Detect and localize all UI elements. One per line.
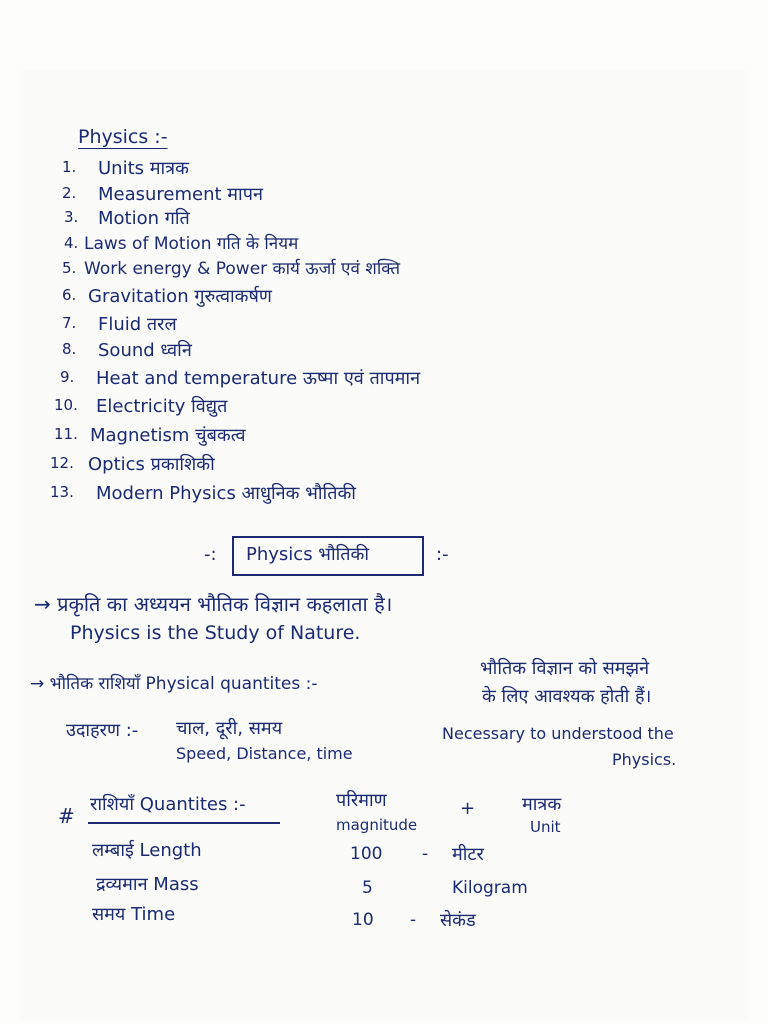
- topic-number: 13.: [50, 483, 74, 501]
- topic-item: Laws of Motion गति के नियम: [84, 234, 299, 254]
- topic-item: Electricity विद्युत: [96, 396, 228, 417]
- unit-header-english: Unit: [530, 818, 561, 836]
- magnitude-header-english: magnitude: [336, 816, 418, 834]
- topic-number: 12.: [50, 454, 74, 472]
- header-underline: [88, 822, 280, 824]
- topic-item: Magnetism चुंबकत्व: [90, 425, 246, 446]
- topic-number: 6.: [62, 286, 77, 304]
- example-english: Speed, Distance, time: [176, 744, 353, 763]
- table-cell-unit: सेकंड: [440, 910, 476, 931]
- example-label: उदाहरण :-: [66, 720, 139, 741]
- topic-item: Sound ध्वनि: [98, 340, 192, 361]
- topic-item: Optics प्रकाशिकी: [88, 454, 215, 475]
- page-heading: Physics :-: [78, 126, 168, 148]
- topic-number: 9.: [60, 368, 75, 386]
- topic-number: 7.: [62, 314, 77, 332]
- topic-item: Gravitation गुरुत्वाकर्षण: [88, 286, 272, 307]
- topic-item: Fluid तरल: [98, 314, 177, 335]
- plus-sign: +: [460, 798, 476, 819]
- topic-item: Units मात्रक: [98, 158, 189, 179]
- topic-number: 2.: [62, 184, 77, 202]
- table-cell-dash: -: [410, 910, 417, 930]
- table-cell-quantity: लम्बाई Length: [92, 840, 202, 861]
- unit-header-hindi: मात्रक: [522, 794, 562, 815]
- section-title: Physics भौतिकी: [246, 544, 370, 565]
- table-cell-value: 10: [352, 910, 374, 930]
- topic-number: 11.: [54, 425, 78, 443]
- quantities-note-hindi-1: भौतिक विज्ञान को समझने: [480, 658, 650, 679]
- topic-number: 1.: [62, 158, 77, 176]
- topic-item: Motion गति: [98, 208, 190, 229]
- necessary-note-2: Physics.: [612, 750, 677, 769]
- topic-item: Work energy & Power कार्य ऊर्जा एवं शक्ति: [84, 259, 401, 279]
- table-cell-unit: Kilogram: [452, 878, 528, 898]
- magnitude-header-hindi: परिमाण: [336, 790, 387, 811]
- topic-item: Modern Physics आधुनिक भौतिकी: [96, 483, 356, 504]
- table-cell-value: 5: [362, 878, 373, 898]
- quantities-note-hindi-2: के लिए आवश्यक होती हैं।: [482, 686, 652, 707]
- table-cell-value: 100: [350, 844, 383, 864]
- table-cell-quantity: द्रव्यमान Mass: [96, 874, 199, 895]
- topic-number: 3.: [64, 208, 79, 226]
- table-cell-unit: मीटर: [452, 844, 484, 865]
- table-cell-dash: -: [422, 844, 429, 864]
- example-hindi: चाल, दूरी, समय: [176, 718, 283, 739]
- section-suffix: :-: [436, 544, 449, 565]
- topic-number: 4.: [64, 234, 79, 252]
- necessary-note-1: Necessary to understood the: [442, 724, 674, 743]
- topic-item: Measurement मापन: [98, 184, 263, 205]
- definition-hindi: → प्रकृति का अध्ययन भौतिक विज्ञान कहलाता है।: [34, 592, 393, 616]
- table-cell-quantity: समय Time: [92, 904, 176, 925]
- section-prefix: -:: [204, 544, 217, 565]
- topic-item: Heat and temperature ऊष्मा एवं तापमान: [96, 368, 421, 389]
- quantities-header: राशियाँ Quantites :-: [90, 794, 246, 815]
- topic-number: 10.: [54, 396, 78, 414]
- topic-number: 5.: [62, 259, 77, 277]
- hash-marker: #: [58, 804, 75, 828]
- physical-quantities-line: → भौतिक राशियाँ Physical quantites :-: [30, 674, 318, 694]
- topic-number: 8.: [62, 340, 77, 358]
- definition-english: Physics is the Study of Nature.: [70, 622, 361, 644]
